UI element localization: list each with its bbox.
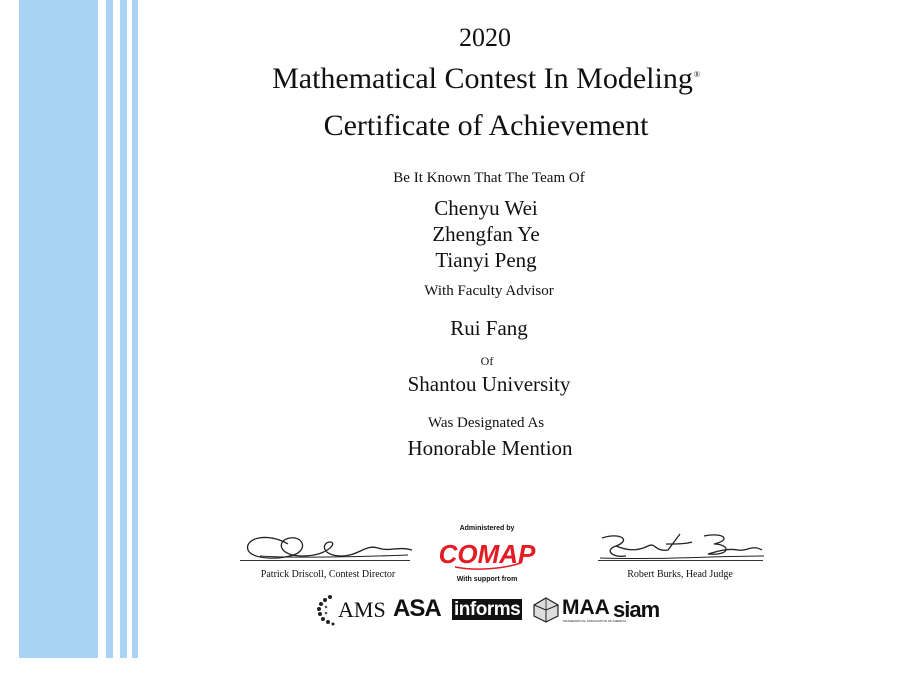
decorative-stripe-wide <box>19 0 98 658</box>
informs-logo-text: informs <box>454 599 521 620</box>
university-name: Shantou University <box>407 372 571 396</box>
decorative-stripe <box>120 0 127 658</box>
award-title: Honorable Mention <box>407 436 573 460</box>
advisor-name: Rui Fang <box>450 316 528 340</box>
team-member: Chenyu Wei <box>434 196 538 220</box>
ams-logo-text: AMS <box>338 597 386 622</box>
certificate-title: Certificate of Achievement <box>323 109 649 142</box>
designation-intro: Was Designated As <box>427 415 545 431</box>
administered-by-label: Administered by <box>459 525 515 532</box>
comap-logo-text: COMAP <box>438 539 536 569</box>
contest-name-text: Mathematical Contest In Modeling <box>272 62 693 95</box>
ams-swirl-icon <box>316 593 338 627</box>
maa-subtitle: MATHEMATICAL ASSOCIATION OF AMERICA <box>563 619 627 623</box>
sponsor-logos <box>316 593 686 629</box>
certificate-year: 2020 <box>459 23 511 52</box>
judge-label: Robert Burks, Head Judge <box>627 569 733 580</box>
comap-logo <box>438 533 536 573</box>
signature-line <box>598 560 763 561</box>
informs-logo <box>452 599 522 621</box>
team-member: Zhengfan Ye <box>432 222 540 246</box>
director-signature <box>238 530 418 564</box>
registered-mark: ® <box>693 70 700 79</box>
signature-line <box>240 560 410 561</box>
contest-name <box>272 62 700 96</box>
maa-logo-text: MAA <box>562 596 610 619</box>
of-label: Of <box>480 354 494 368</box>
intro-text: Be It Known That The Team Of <box>393 170 585 186</box>
siam-logo-text: siam <box>613 597 660 622</box>
judge-signature <box>596 530 768 564</box>
maa-icosahedron-icon <box>532 597 560 623</box>
support-label: With support from <box>456 576 518 583</box>
director-label: Patrick Driscoll, Contest Director <box>260 569 396 580</box>
team-member: Tianyi Peng <box>435 248 537 272</box>
decorative-stripe <box>106 0 113 658</box>
asa-logo-text: ASA <box>393 595 441 622</box>
decorative-stripe <box>132 0 138 658</box>
advisor-intro: With Faculty Advisor <box>424 283 554 299</box>
